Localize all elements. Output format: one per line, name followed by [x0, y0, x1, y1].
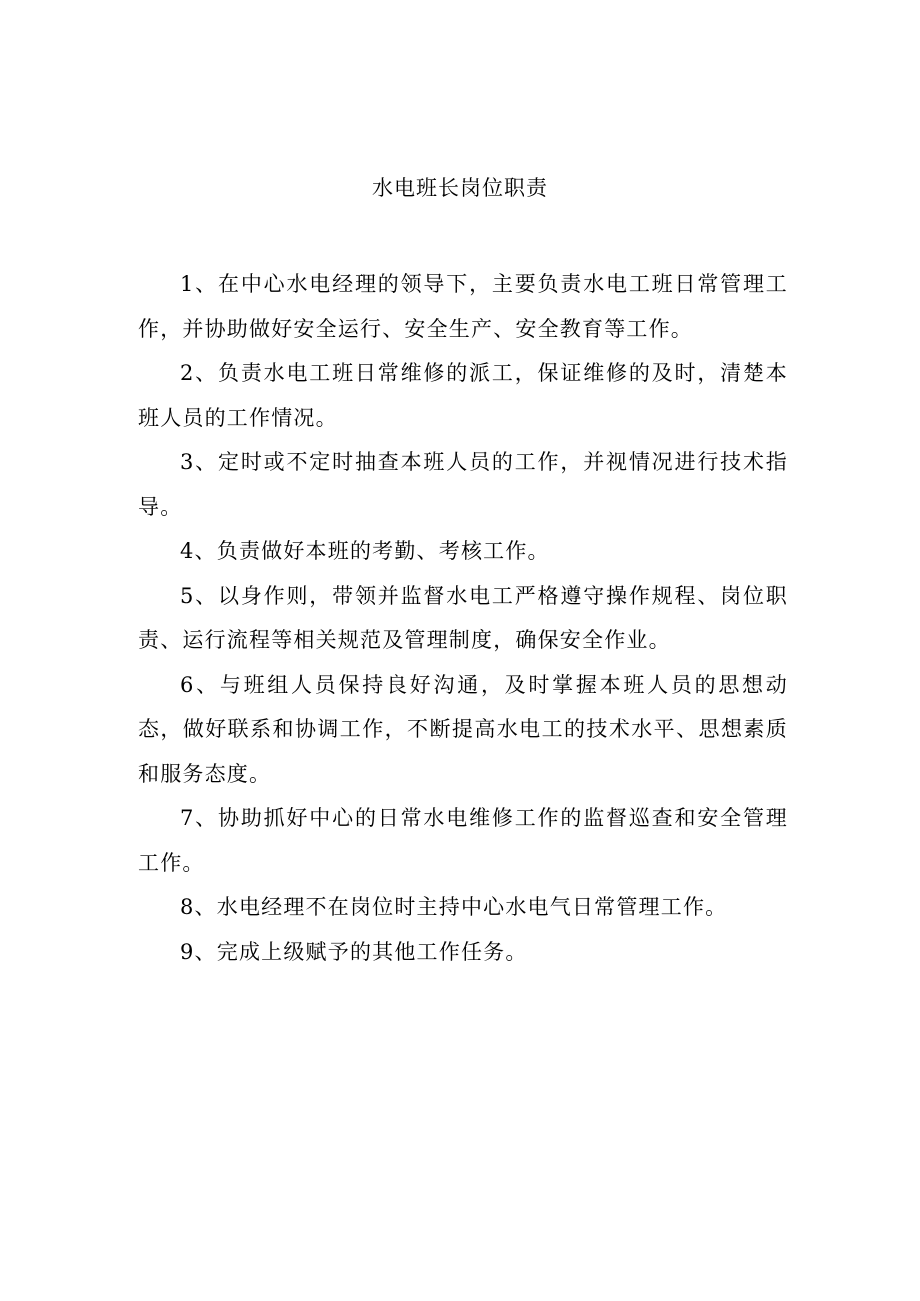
duty-item-9: 9、完成上级赋予的其他工作任务。 [180, 939, 528, 964]
document-body [138, 262, 788, 974]
duty-item-1: 1、在中心水电经理的领导下，主要负责水电工班日常管理工作，并协助做好安全运行、安全生产、安全教育等工作。 [138, 272, 788, 341]
duty-item-3: 3、定时或不定时抽查本班人员的工作，并视情况进行技术指导。 [138, 450, 788, 519]
duty-item-2: 2、负责水电工班日常维修的派工，保证维修的及时，清楚本班人员的工作情况。 [138, 361, 788, 430]
duty-item-5: 5、以身作则，带领并监督水电工严格遵守操作规程、岗位职责、运行流程等相关规范及管理制度，确保安全作业。 [138, 583, 788, 652]
document-title: 水电班长岗位职责 [372, 176, 548, 200]
duty-item-6: 6、与班组人员保持良好沟通，及时掌握本班人员的思想动态，做好联系和协调工作，不断提高水电工的技术水平、思想素质和服务态度。 [138, 672, 788, 786]
duty-item-7: 7、协助抓好中心的日常水电维修工作的监督巡查和安全管理工作。 [138, 806, 788, 875]
duty-item-4: 4、负责做好本班的考勤、考核工作。 [180, 539, 550, 563]
duty-item-8: 8、水电经理不在岗位时主持中心水电气日常管理工作。 [180, 895, 728, 919]
